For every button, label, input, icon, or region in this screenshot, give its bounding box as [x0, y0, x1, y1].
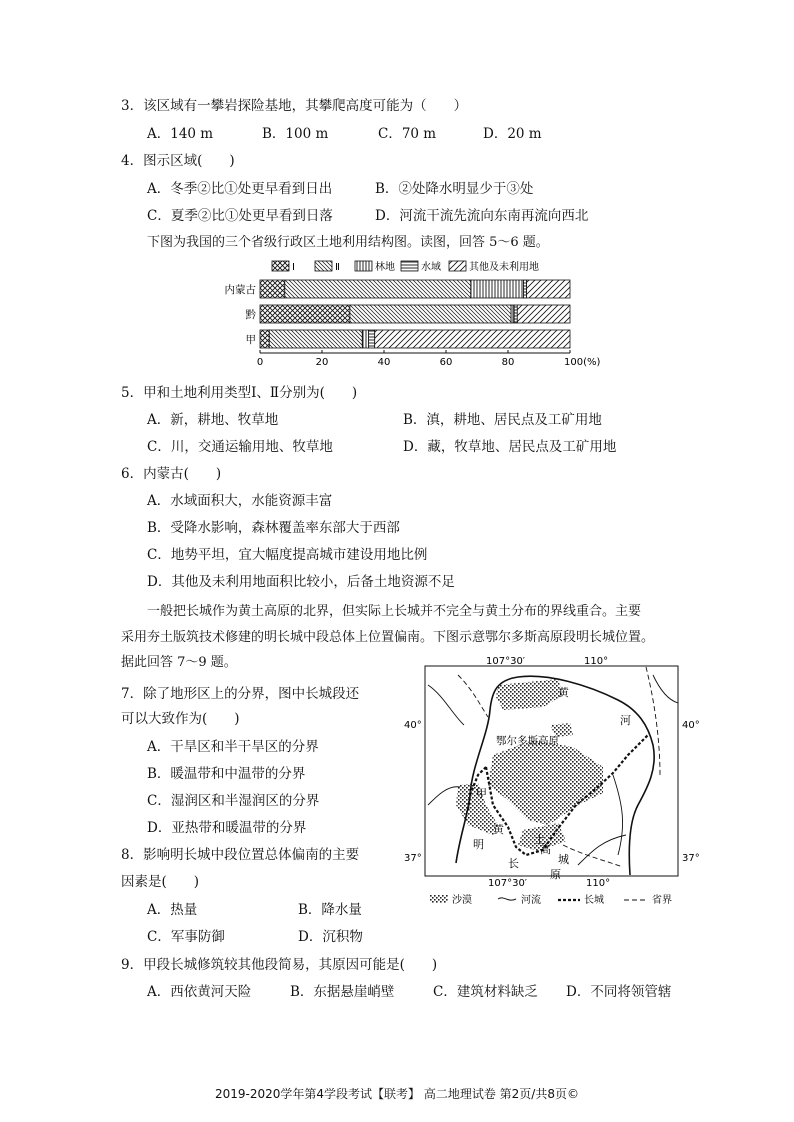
legend-label-1: Ⅱ [335, 262, 340, 273]
q8-stem-line2: 因素是( ) [121, 874, 200, 890]
bar-2-1 [269, 330, 362, 348]
q6-option-a: A．水域面积大，水能资源丰富 [147, 493, 333, 509]
label-huang-bottom: 黄 [493, 823, 504, 836]
legend-swatch-2 [355, 261, 372, 271]
x-tick-label-3: 60 [439, 357, 453, 368]
legend-desert-swatch [430, 895, 448, 903]
legend-swatch-3 [401, 261, 418, 271]
q5-option-d: D．藏，牧草地、居民点及工矿用地 [403, 439, 617, 455]
legend-wall: 长城 [584, 895, 604, 906]
legend-swatch-4 [449, 261, 466, 271]
q7-stem-line1: 7．除了地形区上的分界，图中长城段还 [121, 686, 360, 702]
bar-0-4 [527, 280, 570, 298]
lon-top-left: 107°30′ [486, 656, 526, 667]
q3-stem: 3．该区域有一攀岩探险基地，其攀爬高度可能为（ ） [121, 98, 468, 114]
q7-option-b: B．暖温带和中温带的分界 [147, 766, 306, 782]
q3-option-c: C．70 m [378, 126, 437, 142]
label-gao: 高 [540, 843, 551, 856]
lat-left-bottom: 37° [404, 853, 422, 864]
q8-stem-line1: 8．影响明长城中段位置总体偏南的主要 [121, 847, 360, 863]
label-huang-top: 黄 [558, 686, 569, 699]
legend-label-2: 林地 [375, 262, 395, 273]
label-ming: 明 [473, 838, 484, 851]
bar-0-2 [471, 280, 524, 298]
q5-stem: 5．甲和土地利用类型Ⅰ、Ⅱ分别为( ) [121, 385, 358, 401]
lon-bottom-right: 110° [586, 878, 611, 889]
lon-top-right: 110° [584, 656, 609, 667]
bar-1-1 [350, 305, 511, 323]
bar-0-3 [524, 280, 527, 298]
x-tick-label-2: 40 [377, 357, 391, 368]
x-tick-label-1: 20 [315, 357, 329, 368]
bar-0-1 [285, 280, 471, 298]
category-label-2: 甲 [245, 334, 256, 346]
bar-1-3 [514, 305, 517, 323]
page-footer: 2019-2020学年第4学段考试【联考】 高二地理试卷 第2页/共8页© [215, 1087, 579, 1101]
q9-option-b: B．东据悬崖峭壁 [290, 984, 395, 1000]
bar-2-0 [260, 330, 269, 348]
legend-river: 河流 [521, 895, 541, 906]
lon-bottom-left: 107°30′ [488, 878, 528, 889]
q8-option-d: D．沉积物 [298, 929, 363, 945]
q7-option-c: C．湿润区和半湿润区的分界 [147, 793, 320, 809]
q9-stem: 9．甲段长城修筑较其他段简易，其原因可能是( ) [121, 957, 438, 973]
land-use-chart [215, 258, 615, 370]
intro-7-9-line3: 据此回答 7～9 题。 [121, 655, 237, 670]
x-tick-label-5: 100(%) [564, 357, 601, 368]
legend-swatch-0 [272, 261, 289, 271]
legend-label-0: Ⅰ [292, 262, 295, 273]
lat-right-bottom: 37° [682, 853, 700, 864]
q8-option-b: B．降水量 [298, 902, 362, 918]
q6-option-d: D．其他及未利用地面积比较小，后备土地资源不足 [147, 574, 455, 590]
lat-left-top: 40° [404, 720, 422, 731]
intro-7-9-line2: 采用夯土版筑技术修建的明长城中段总体上位置偏南。下图示意鄂尔多斯高原段明长城位置。 [121, 630, 655, 645]
q5-option-b: B．滇，耕地、居民点及工矿用地 [403, 412, 602, 428]
legend-label-4: 其他及未利用地 [469, 262, 539, 273]
q4-stem: 4．图示区域( ) [121, 153, 235, 169]
q6-option-c: C．地势平坦，宜大幅度提高城市建设用地比例 [147, 547, 428, 563]
bar-1-4 [517, 305, 570, 323]
q7-option-a: A．干旱区和半干旱区的分界 [147, 739, 319, 755]
lat-right-top: 40° [682, 720, 700, 731]
q4-option-a: A．冬季②比①处更早看到日出 [147, 181, 333, 197]
bar-2-4 [375, 330, 570, 348]
label-he: 河 [620, 714, 631, 727]
legend-river-swatch [498, 898, 516, 900]
q3-option-b: B．100 m [262, 126, 329, 142]
q7-stem-line2: 可以大致作为( ) [121, 711, 240, 727]
label-chang: 长 [508, 857, 519, 870]
category-label-0: 内蒙古 [224, 284, 256, 296]
q8-option-c: C．军事防御 [147, 929, 225, 945]
legend-swatch-1 [315, 261, 332, 271]
q8-option-a: A．热量 [147, 902, 198, 918]
label-tu: 土 [534, 833, 545, 846]
label-plateau: 鄂尔多斯高原 [496, 735, 559, 747]
q4-option-c: C．夏季②比①处更早看到日落 [147, 208, 333, 224]
q5-option-c: C．川，交通运输用地、牧草地 [147, 439, 333, 455]
bar-1-2 [511, 305, 514, 323]
x-tick-label-0: 0 [256, 357, 264, 368]
label-cheng: 城 [558, 853, 569, 866]
q9-option-d: D．不同将领管辖 [566, 984, 672, 1000]
q9-option-c: C．建筑材料缺乏 [433, 984, 538, 1000]
intro-5-6: 下图为我国的三个省级行政区土地利用结构图。读图，回答 5～6 题。 [147, 235, 549, 250]
q3-option-d: D．20 m [483, 126, 542, 142]
label-jia: 甲 [476, 787, 487, 800]
bar-1-0 [260, 305, 350, 323]
q4-option-b: B．②处降水明显少于③处 [375, 181, 534, 197]
legend-label-3: 水域 [421, 262, 441, 273]
ordos-map [398, 655, 704, 911]
q5-option-a: A．新，耕地、牧草地 [147, 412, 279, 428]
category-label-1: 黔 [245, 309, 256, 321]
label-yuan: 原 [550, 868, 561, 881]
x-tick-label-4: 80 [501, 357, 515, 368]
q7-option-d: D．亚热带和暖温带的分界 [147, 820, 307, 836]
bar-2-2 [362, 330, 368, 348]
q6-stem: 6．内蒙古( ) [121, 466, 222, 482]
legend-desert: 沙漠 [452, 895, 472, 906]
legend-border: 省界 [652, 895, 672, 906]
bar-0-0 [260, 280, 285, 298]
q4-option-d: D．河流干流先流向东南再流向西北 [375, 208, 589, 224]
intro-7-9-line1: 一般把长城作为黄土高原的北界，但实际上长城并不完全与黄土分布的界线重合。主要 [147, 604, 642, 619]
q3-option-a: A．140 m [147, 126, 214, 142]
q9-option-a: A．西依黄河天险 [147, 984, 252, 1000]
bar-2-3 [369, 330, 375, 348]
q6-option-b: B．受降水影响，森林覆盖率东部大于西部 [147, 520, 400, 536]
